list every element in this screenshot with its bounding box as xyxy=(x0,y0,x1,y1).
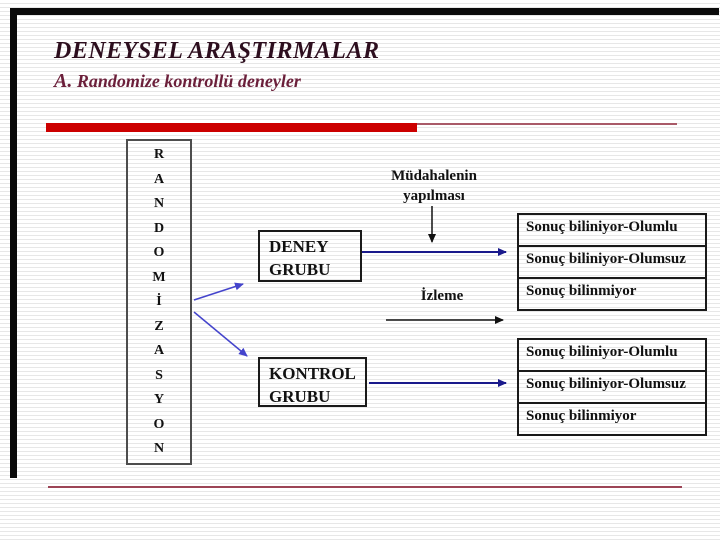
rand-letter: N xyxy=(153,196,165,211)
arrow-randomization-to-kontrol xyxy=(194,312,247,356)
randomization-box xyxy=(126,139,192,465)
rand-letter: A xyxy=(153,343,165,358)
rand-letter: A xyxy=(153,171,165,187)
kontrol-group-box xyxy=(258,357,367,407)
deney-group-line1: DENEY xyxy=(269,237,329,256)
rand-letter: Z xyxy=(154,318,164,334)
rand-letter: R xyxy=(153,147,165,162)
outcomes-bottom-stack xyxy=(517,338,707,436)
intervention-label xyxy=(359,166,509,206)
rand-letter: O xyxy=(153,416,165,432)
rand-letter: M xyxy=(152,269,166,285)
kontrol-group-line2: GRUBU xyxy=(269,387,331,406)
frame-top-bar xyxy=(10,8,719,15)
rand-letter: N xyxy=(153,441,165,456)
subtitle-text: Randomize kontrollü deneyler xyxy=(76,71,301,91)
monitoring-label: İzleme xyxy=(420,288,464,304)
rand-letter: O xyxy=(153,245,165,260)
outcome-row: Sonuç bilinmiyor xyxy=(526,408,637,424)
kontrol-group-line1: KONTROL xyxy=(269,364,356,383)
rand-letter: D xyxy=(153,220,165,236)
deney-group-line2: GRUBU xyxy=(269,260,331,279)
arrow-randomization-to-deney xyxy=(194,284,243,300)
slide-title: DENEYSEL ARAŞTIRMALAR xyxy=(54,38,380,64)
outcome-row: Sonuç biliniyor-Olumlu xyxy=(519,215,705,247)
red-accent-bar xyxy=(46,123,417,132)
intervention-label-line1: Müdahalenin xyxy=(391,168,477,184)
rand-letter: S xyxy=(155,367,163,383)
outcome-row: Sonuç bilinmiyor xyxy=(526,283,637,299)
thin-divider-line xyxy=(417,123,677,125)
bottom-divider-line xyxy=(48,486,682,488)
intervention-label-line2: yapılması xyxy=(403,188,465,204)
frame-left-bar xyxy=(10,8,17,478)
rand-letter: Y xyxy=(153,392,165,407)
outcomes-top-stack xyxy=(517,213,707,311)
rand-letter: İ xyxy=(156,294,162,309)
deney-group-box xyxy=(258,230,362,282)
slide-subtitle xyxy=(54,70,301,93)
outcome-row: Sonuç biliniyor-Olumsuz xyxy=(519,247,705,279)
subtitle-prefix: A. xyxy=(54,70,73,92)
outcome-row: Sonuç biliniyor-Olumlu xyxy=(519,340,705,372)
outcome-row: Sonuç biliniyor-Olumsuz xyxy=(519,372,705,404)
